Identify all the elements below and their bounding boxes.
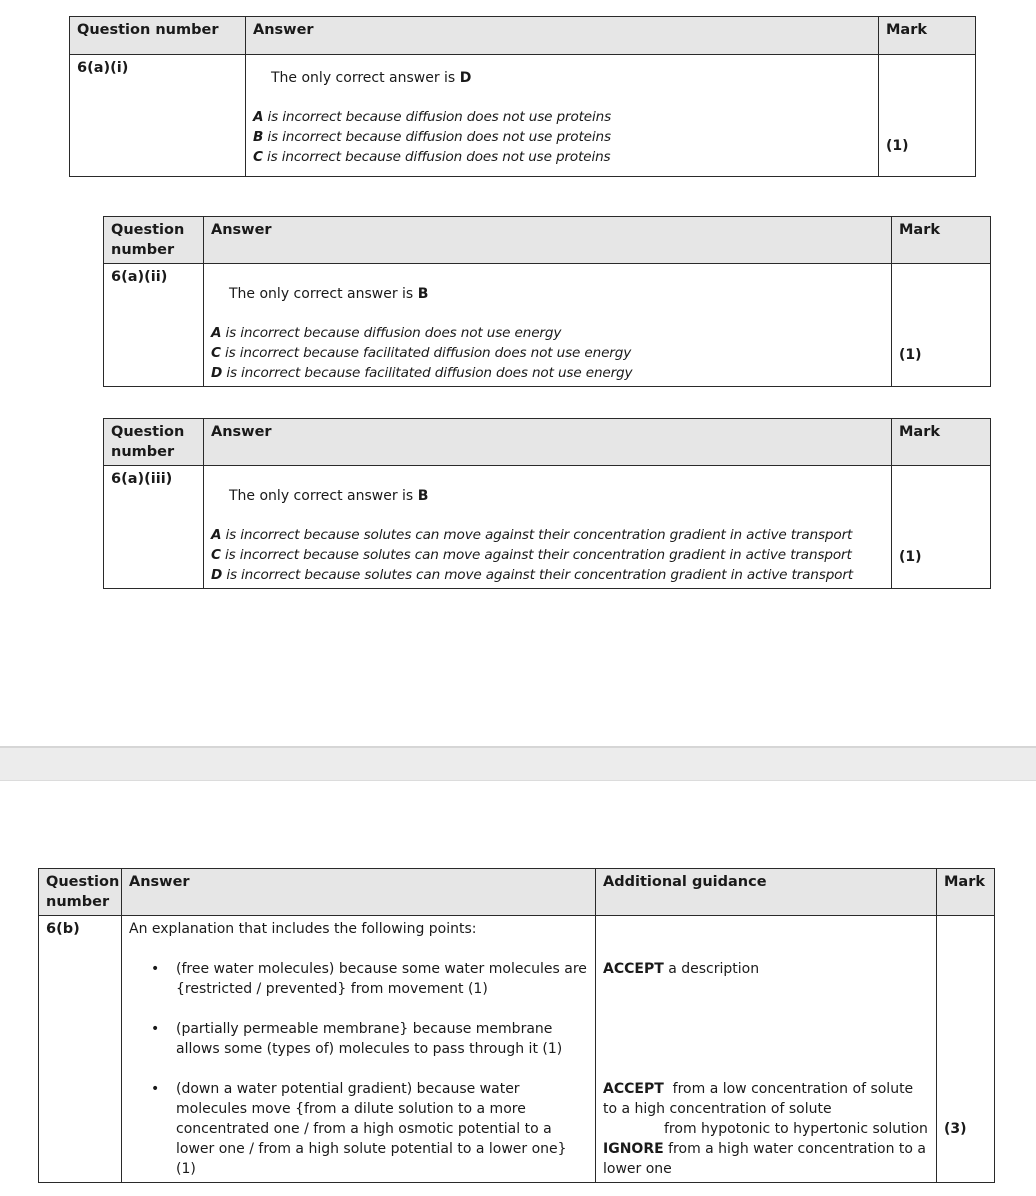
guidance-accept-concentration: ACCEPT from a low concentration of solute to a high concentration of solute xyxy=(603,1081,914,1117)
header-mark: Mark xyxy=(892,419,991,466)
answer-cell xyxy=(204,264,892,387)
header-answer: Answer xyxy=(246,17,879,55)
question-number: 6(a)(ii) xyxy=(104,264,204,387)
mark-scheme-table-6b xyxy=(38,868,995,1183)
question-number: 6(a)(iii) xyxy=(104,466,204,589)
reason-line: C is incorrect because facilitated diffusion does not use energy xyxy=(211,345,632,361)
correct-answer: The only correct answer is B xyxy=(229,286,429,302)
header-question-number: Question number xyxy=(104,217,204,264)
reason-line: D is incorrect because facilitated diffusion does not use energy xyxy=(211,365,633,381)
answer-cell xyxy=(204,466,892,589)
header-additional-guidance: Additional guidance xyxy=(596,869,937,916)
header-mark: Mark xyxy=(937,869,995,916)
answer-cell xyxy=(246,55,879,177)
reason-line: C is incorrect because diffusion does not use proteins xyxy=(253,149,611,165)
mark-cell: (1) xyxy=(892,466,991,589)
guidance-cell xyxy=(596,916,937,1183)
mark-scheme-table-6ai xyxy=(69,16,976,177)
header-question-number: Question number xyxy=(70,17,246,55)
bullet-point: • (partially permeable membrane} because membrane allows some (types of) molecules to pass through it (1) xyxy=(129,1019,588,1059)
mark-cell: (1) xyxy=(892,264,991,387)
reason-line: B is incorrect because diffusion does not use proteins xyxy=(253,129,611,145)
reason-line: A is incorrect because solutes can move against their concentration gradient in active transport xyxy=(211,527,853,543)
header-answer: Answer xyxy=(122,869,596,916)
answer-intro: An explanation that includes the following points: xyxy=(129,921,477,937)
mark-scheme-table-6aii xyxy=(103,216,991,387)
header-answer: Answer xyxy=(204,217,892,264)
guidance-accept-description: ACCEPT a description xyxy=(603,961,760,977)
answer-cell xyxy=(122,916,596,1183)
correct-answer: The only correct answer is D xyxy=(271,70,472,86)
reason-line: A is incorrect because diffusion does not use proteins xyxy=(253,109,612,125)
header-question-number: Question number xyxy=(39,869,122,916)
mark-cell: (3) xyxy=(937,916,995,1183)
header-question-number: Question number xyxy=(104,419,204,466)
question-number: 6(b) xyxy=(39,916,122,1183)
bullet-point: • (down a water potential gradient) because water molecules move {from a dilute solution to a more concentrated one / from a high osmotic potential to a lower one / from a high solute potential to a lower one} (1) xyxy=(129,1079,588,1179)
mark-scheme-table-6aiii xyxy=(103,418,991,589)
guidance-ignore: IGNORE from a high water concentration to a lower one xyxy=(603,1141,926,1177)
header-mark: Mark xyxy=(879,17,976,55)
header-mark: Mark xyxy=(892,217,991,264)
mark-cell: (1) xyxy=(879,55,976,177)
question-number: 6(a)(i) xyxy=(70,55,246,177)
guidance-accept-hypotonic: from hypotonic to hypertonic solution xyxy=(664,1121,928,1137)
page-separator xyxy=(0,746,1036,781)
correct-answer: The only correct answer is B xyxy=(229,488,429,504)
reason-line: D is incorrect because solutes can move against their concentration gradient in active transport xyxy=(211,567,853,583)
bullet-point: • (free water molecules) because some water molecules are {restricted / prevented} from movement (1) xyxy=(129,959,588,999)
header-answer: Answer xyxy=(204,419,892,466)
reason-line: A is incorrect because diffusion does not use energy xyxy=(211,325,562,341)
reason-line: C is incorrect because solutes can move against their concentration gradient in active transport xyxy=(211,547,852,563)
